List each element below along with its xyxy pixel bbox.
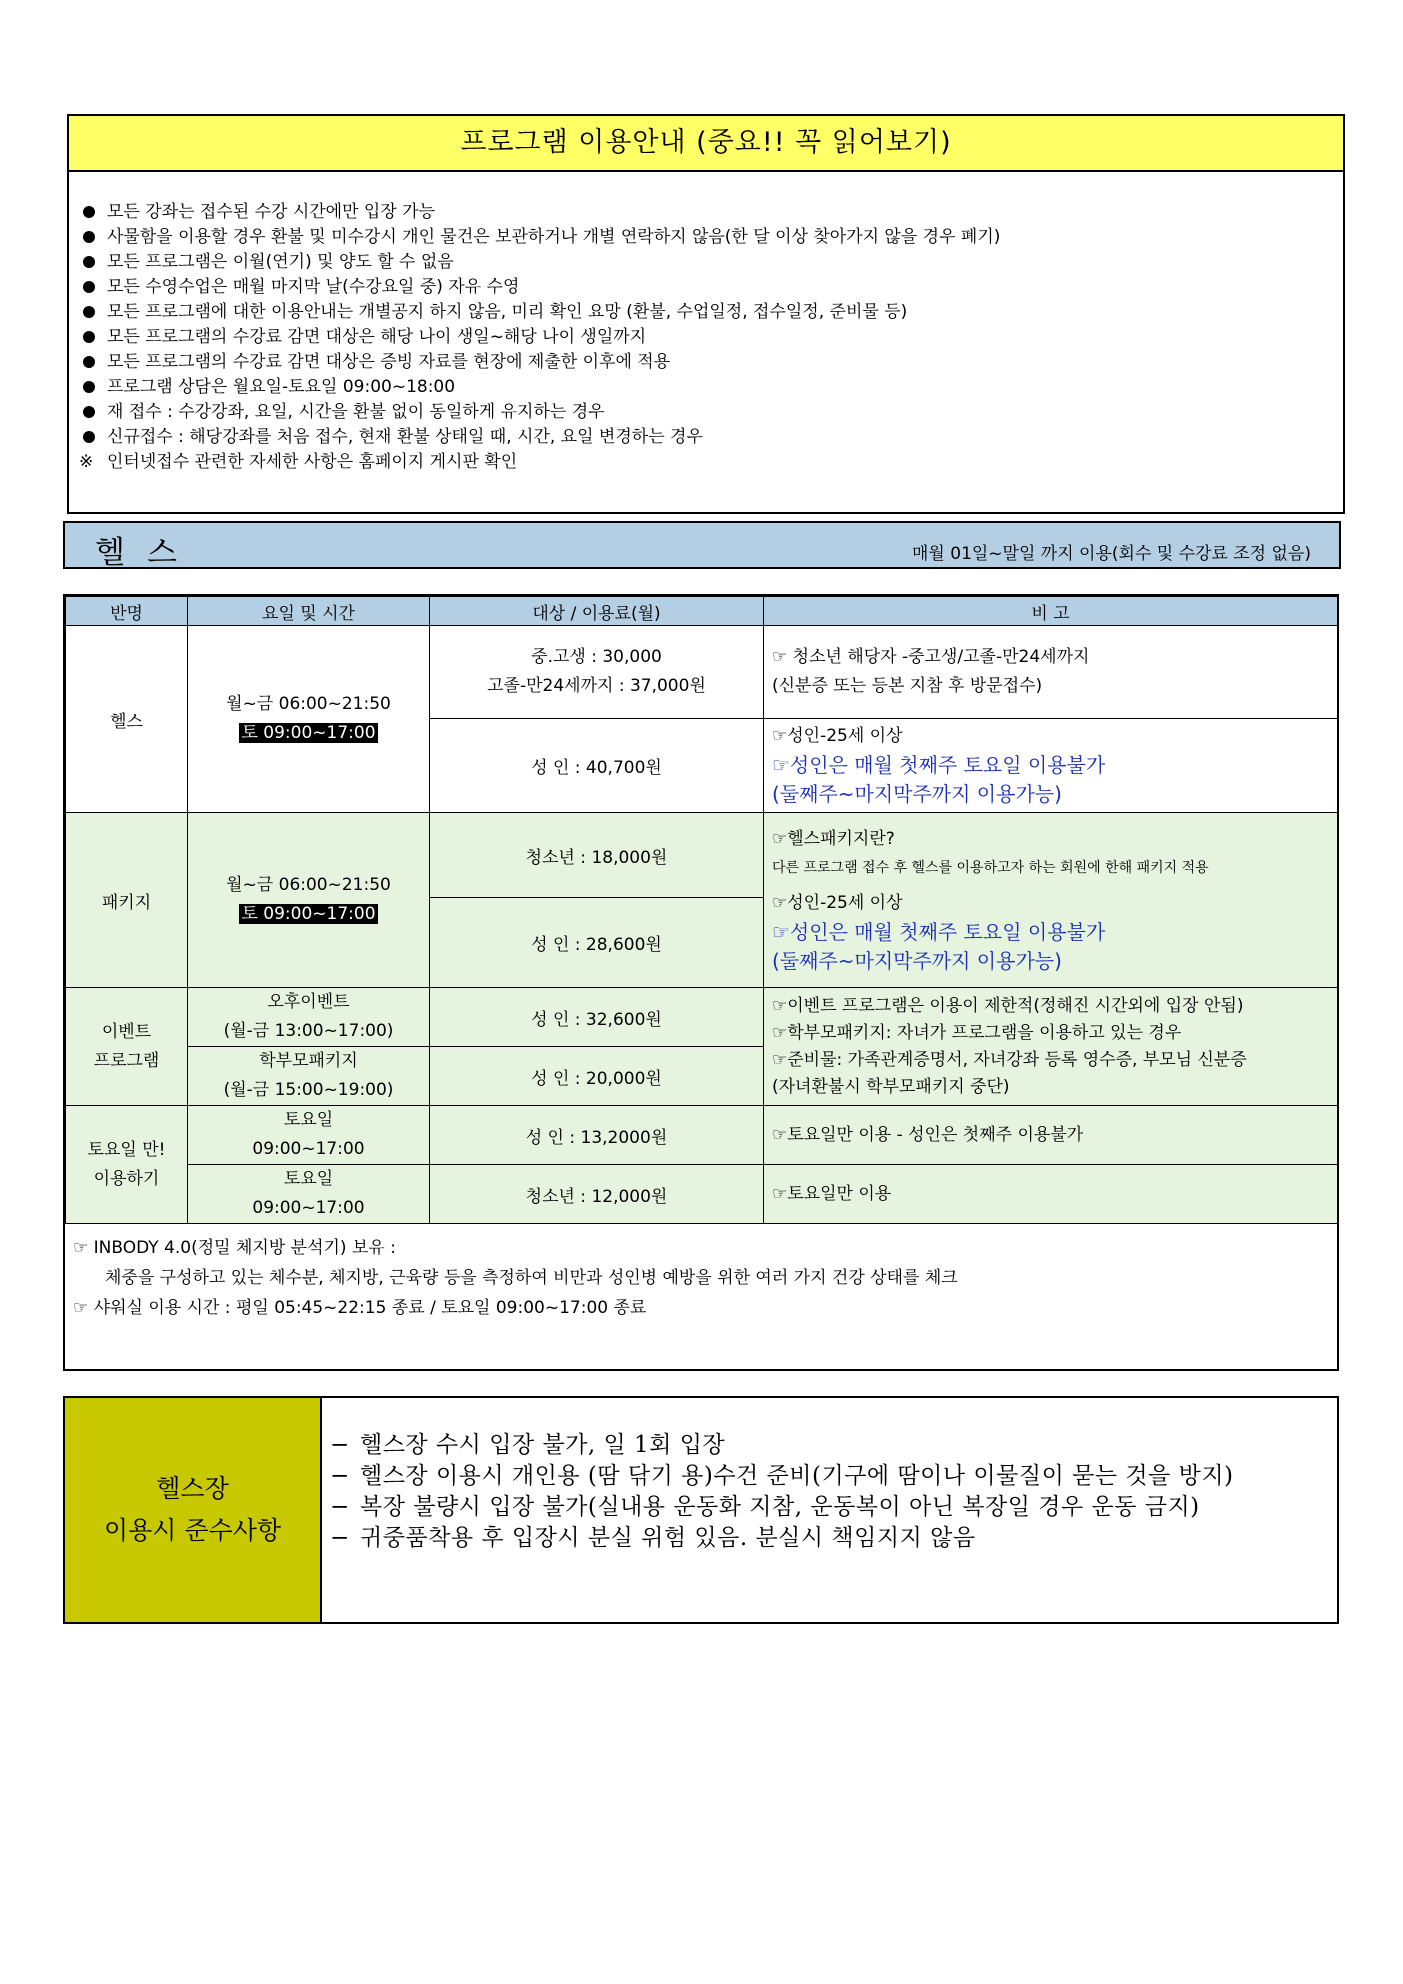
reference-mark: ※ [79, 452, 94, 472]
fee-cell: 성 인 : 28,600원 [430, 898, 764, 988]
list-item: − 복장 불량시 입장 불가(실내용 운동화 지참, 운동복이 아닌 복장일 경우 운동 금지) [330, 1492, 1234, 1523]
bullet-icon [83, 281, 95, 293]
column-header: 비 고 [764, 597, 1338, 626]
table-row [66, 988, 1338, 1047]
note-cell: ☞ 청소년 해당자 -중고생/고졸-만24세까지 (신분증 또는 등본 지참 후 방문접수) [764, 626, 1338, 719]
class-name: 이벤트 프로그램 [66, 988, 188, 1106]
fee-cell: 성 인 : 20,000원 [430, 1047, 764, 1106]
bullet-icon [83, 331, 95, 343]
note-cell: ☞이벤트 프로그램은 이용이 제한적(정해진 시간외에 입장 안됨) ☞학부모패키지: 자녀가 프로그램을 이용하고 있는 경우 ☞준비물: 가족관계증명서, 자녀강좌 등록 영수증, 부모님 신분증 (자녀환불시 학부모패키지 중단) [764, 988, 1338, 1106]
bullet-icon [83, 256, 95, 268]
table-header-row [66, 597, 1338, 626]
health-banner [63, 521, 1341, 569]
fee-cell: 청소년 : 18,000원 [430, 813, 764, 898]
note-cell: ☞성인-25세 이상 ☞성인은 매월 첫째주 토요일 이용불가 (둘째주~마지막주까지 이용가능) [764, 719, 1338, 813]
list-item: − 귀중품착용 후 입장시 분실 위험 있음. 분실시 책임지지 않음 [330, 1523, 1234, 1554]
list-item: 모든 프로그램은 이월(연기) 및 양도 할 수 없음 [79, 250, 1343, 275]
list-item: − 헬스장 이용시 개인용 (땀 닦기 용)수건 준비(기구에 땀이나 이물질이 묻는 것을 방지) [330, 1461, 1234, 1492]
bullet-icon [83, 356, 95, 368]
bullet-icon [83, 381, 95, 393]
list-item: ※ 인터넷접수 관련한 자세한 사항은 홈페이지 게시판 확인 [79, 450, 1343, 475]
notice-list [69, 172, 1343, 475]
notice-box [67, 114, 1345, 514]
rules-list [330, 1430, 1234, 1554]
inbody-info [73, 1233, 1313, 1323]
bullet-icon [83, 406, 95, 418]
schedule-cell: 학부모패키지 (월-금 15:00~19:00) [188, 1047, 430, 1106]
list-item: 모든 프로그램에 대한 이용안내는 개별공지 하지 않음, 미리 확인 요망 (환불, 수업일정, 접수일정, 준비물 등) [79, 300, 1343, 325]
note-cell: ☞토요일만 이용 [764, 1165, 1338, 1224]
note-cell: ☞토요일만 이용 - 성인은 첫째주 이용불가 [764, 1106, 1338, 1165]
program-table [65, 596, 1338, 1224]
list-item: 모든 프로그램의 수강료 감면 대상은 해당 나이 생일~해당 나이 생일까지 [79, 325, 1343, 350]
dash-mark: − [330, 1463, 350, 1489]
fee-cell: 성 인 : 13,2000원 [430, 1106, 764, 1165]
table-row [66, 813, 1338, 898]
section-note: 매월 01일~말일 까지 이용(회수 및 수강료 조정 없음) [912, 544, 1311, 564]
notice-title: 프로그램 이용안내 (중요!! 꼭 읽어보기) [69, 116, 1343, 172]
note-cell: ☞헬스패키지란? 다른 프로그램 접수 후 헬스를 이용하고자 하는 회원에 한해 패키지 적용 ☞성인-25세 이상 ☞성인은 매월 첫째주 토요일 이용불가 (둘째주~마지막주까지 이용가능) [764, 813, 1338, 988]
schedule-cell: 토요일 09:00~17:00 [188, 1106, 430, 1165]
inbody-line: 체중을 구성하고 있는 체수분, 체지방, 근육량 등을 측정하여 비만과 성인병 예방을 위한 여러 가지 건강 상태를 체크 [105, 1268, 958, 1288]
bullet-icon [83, 431, 95, 443]
inbody-line: ☞ INBODY 4.0(정밀 체지방 분석기) 보유 : [73, 1238, 396, 1258]
schedule-cell: 월~금 06:00~21:50 토 09:00~17:00 [188, 626, 430, 813]
fee-cell: 성 인 : 32,600원 [430, 988, 764, 1047]
column-header: 대상 / 이용료(월) [430, 597, 764, 626]
class-name: 토요일 만! 이용하기 [66, 1106, 188, 1224]
class-name: 패키지 [66, 813, 188, 988]
dash-mark: − [330, 1525, 350, 1551]
table-row [66, 626, 1338, 719]
schedule-cell: 오후이벤트 (월-금 13:00~17:00) [188, 988, 430, 1047]
fee-cell: 성 인 : 40,700원 [430, 719, 764, 813]
list-item: 사물함을 이용할 경우 환불 및 미수강시 개인 물건은 보관하거나 개별 연락하지 않음(한 달 이상 찾아가지 않을 경우 폐기) [79, 225, 1343, 250]
program-table-box [63, 594, 1339, 1371]
section-title: 헬스 [95, 535, 199, 571]
schedule-cell: 월~금 06:00~21:50 토 09:00~17:00 [188, 813, 430, 988]
dash-mark: − [330, 1494, 350, 1520]
list-item: 프로그램 상담은 월요일-토요일 09:00~18:00 [79, 375, 1343, 400]
bullet-icon [83, 231, 95, 243]
fee-cell: 중.고생 : 30,000 고졸-만24세까지 : 37,000원 [430, 626, 764, 719]
schedule-cell: 토요일 09:00~17:00 [188, 1165, 430, 1224]
column-header: 요일 및 시간 [188, 597, 430, 626]
shower-line: ☞ 샤워실 이용 시간 : 평일 05:45~22:15 종료 / 토요일 09:00~17:00 종료 [73, 1298, 647, 1318]
table-row [66, 1106, 1338, 1165]
list-item: 모든 수영수업은 매월 마지막 날(수강요일 중) 자유 수영 [79, 275, 1343, 300]
list-item: 모든 강좌는 접수된 수강 시간에만 입장 가능 [79, 200, 1343, 225]
list-item: 재 접수 : 수강강좌, 요일, 시간을 환불 없이 동일하게 유지하는 경우 [79, 400, 1343, 425]
dash-mark: − [330, 1432, 350, 1458]
rules-box [63, 1396, 1339, 1624]
class-name: 헬스 [66, 626, 188, 813]
fee-cell: 청소년 : 12,000원 [430, 1165, 764, 1224]
list-item: 모든 프로그램의 수강료 감면 대상은 증빙 자료를 현장에 제출한 이후에 적용 [79, 350, 1343, 375]
rules-label: 헬스장 이용시 준수사항 [65, 1398, 322, 1622]
list-item: 신규접수 : 해당강좌를 처음 접수, 현재 환불 상태일 때, 시간, 요일 변경하는 경우 [79, 425, 1343, 450]
list-item: − 헬스장 수시 입장 불가, 일 1회 입장 [330, 1430, 1234, 1461]
saturday-highlight: 토 09:00~17:00 [241, 904, 376, 924]
table-row [66, 1165, 1338, 1224]
bullet-icon [83, 206, 95, 218]
column-header: 반명 [66, 597, 188, 626]
saturday-highlight: 토 09:00~17:00 [241, 723, 376, 743]
bullet-icon [83, 306, 95, 318]
